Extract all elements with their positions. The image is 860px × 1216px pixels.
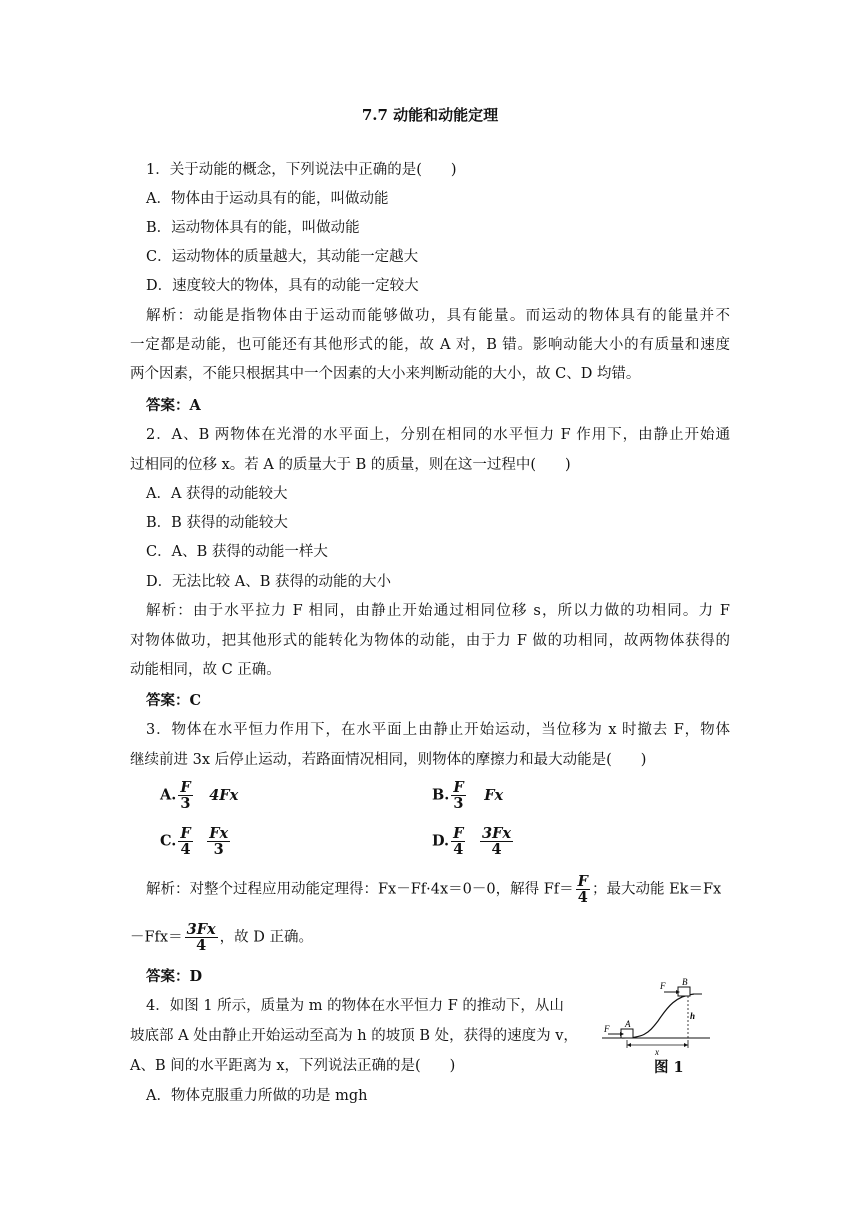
q3-analysis-line-2: －Ffx＝ $\frac{3Fx}{4}$ ，故 D 正确。 (130, 921, 313, 954)
figure-1-slope-diagram (598, 976, 728, 1066)
q4-option-a: A．物体克服重力所做的功是 mgh (146, 1088, 368, 1104)
q3-option-a (160, 780, 238, 811)
q3-analysis-fraction-1: $\frac{F}{4}$ (577, 873, 588, 906)
label-f-bottom: F (604, 1024, 610, 1034)
label-x: x (655, 1047, 659, 1057)
q1-option-a: A．物体由于运动具有的能，叫做动能 (146, 191, 389, 207)
q3-option-d-fraction-1: $\frac{F}{4}$ (453, 825, 464, 858)
q3-option-a-label: A. (160, 786, 177, 804)
q3-option-c-fraction-2: $\frac{Fx}{3}$ (209, 825, 229, 858)
q2-stem-line-2: 过相同的位移 x。若 A 的质量大于 B 的质量，则在这一过程中( ) (130, 457, 571, 473)
q1-analysis-line-3: 两个因素，不能只根据其中一个因素的大小来判断动能的大小，故 C、D 均错。 (130, 366, 641, 382)
q1-option-d: D．速度较大的物体，具有的动能一定较大 (146, 278, 419, 294)
q2-option-b: B．B 获得的动能较大 (146, 515, 288, 531)
q3-option-b (432, 780, 503, 811)
q2-analysis-line-3: 动能相同，故 C 正确。 (130, 662, 281, 678)
q2-option-d: D．无法比较 A、B 获得的动能的大小 (146, 574, 391, 590)
q2-analysis-line-2: 对物体做功，把其他形式的能转化为物体的动能，由于力 F 做的功相同，故两物体获得的 (130, 633, 730, 649)
q3-option-b-value: Fx (484, 787, 504, 804)
q4-stem-line-3: A、B 间的水平距离为 x，下列说法正确的是( ) (130, 1058, 456, 1074)
label-f-top: F (660, 981, 666, 991)
page-title: 7.7 动能和动能定理 (361, 106, 499, 124)
q1-analysis-line-2: 一定都是动能，也可能还有其他形式的能，故 A 对，B 错。影响动能大小的有质量和速度 (130, 337, 730, 353)
q1-option-b: B．运动物体具有的能，叫做动能 (146, 220, 360, 236)
q4-stem-line-2: 坡底部 A 处由静止开始运动至高为 h 的坡顶 B 处，获得的速度为 v， (130, 1028, 578, 1044)
q2-option-c: C．A、B 获得的动能一样大 (146, 544, 328, 560)
q2-analysis-line-1: 解析：由于水平拉力 F 相同，由静止开始通过相同位移 s，所以力做的功相同。力 F (146, 603, 730, 619)
q3-option-a-fraction: $\frac{F}{3}$ (180, 779, 191, 812)
q3-option-b-fraction: $\frac{F}{3}$ (453, 779, 464, 812)
q4-stem-line-1: 4．如图 1 所示，质量为 m 的物体在水平恒力 F 的推动下，从山 (146, 998, 564, 1014)
q3-analysis-line-1: 解析：对整个过程应用动能定理得：Fx－Ff·4x＝0－0，解得 Ff＝ $\frac{F}{4}$ ；最大动能 Ek＝Fx (146, 873, 722, 906)
q3-answer: 答案：D (146, 968, 203, 985)
q3-option-d (432, 826, 515, 857)
q2-stem-line-1: 2．A、B 两物体在光滑的水平面上，分别在相同的水平恒力 F 作用下，由静止开始通 (146, 427, 730, 443)
q1-option-c: C．运动物体的质量越大，其动能一定越大 (146, 249, 419, 265)
q3-stem-line-2: 继续前进 3x 后停止运动，若路面情况相同，则物体的摩擦力和最大动能是( ) (130, 752, 647, 768)
figure-1-caption: 图 1 (654, 1059, 684, 1076)
q3-analysis-fraction-2: $\frac{3Fx}{4}$ (186, 921, 216, 954)
label-a: A (625, 1019, 631, 1029)
q3-option-d-fraction-2: $\frac{3Fx}{4}$ (482, 825, 512, 858)
q3-option-c-label: C. (160, 832, 177, 850)
q3-option-a-value: 4Fx (209, 787, 239, 804)
q1-analysis-line-1: 解析：动能是指物体由于运动而能够做功，具有能量。而运动的物体具有的能量并不 (146, 308, 730, 324)
q3-option-c-fraction-1: $\frac{F}{4}$ (180, 825, 191, 858)
q2-answer: 答案：C (146, 692, 202, 709)
q1-answer: 答案：A (146, 397, 201, 414)
block-b (678, 987, 690, 996)
q3-option-c (160, 826, 232, 857)
q2-option-a: A．A 获得的动能较大 (146, 486, 288, 502)
q1-stem: 1．关于动能的概念，下列说法中正确的是( ) (146, 162, 457, 178)
q3-stem-line-1: 3．物体在水平恒力作用下，在水平面上由静止开始运动，当位移为 x 时撤去 F，物体 (146, 722, 730, 738)
q3-option-b-label: B. (432, 786, 450, 804)
label-b: B (682, 977, 688, 987)
label-h: h (690, 1011, 696, 1021)
q3-option-d-label: D. (432, 832, 450, 850)
